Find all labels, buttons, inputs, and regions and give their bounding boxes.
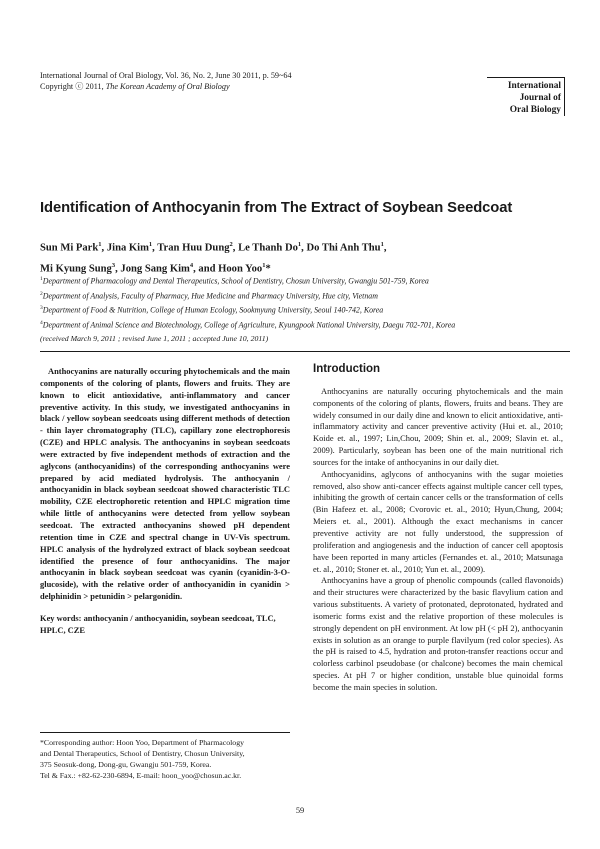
page-number: 59	[295, 806, 305, 815]
author-name: Mi Kyung Sung	[40, 263, 112, 275]
author-affiliation-mark: 1	[262, 261, 266, 269]
copyright-year: 2011,	[83, 82, 106, 91]
author-name: Tran Huu Dung	[157, 242, 230, 254]
author-affiliation-mark: 3	[111, 261, 116, 269]
journal-box-line-2: Journal of	[519, 93, 561, 103]
author-name: Le Thanh Do	[238, 242, 298, 254]
introduction-paragraph: Anthocyanidins, aglycons of anthocyanins with the sugar moieties removed, also show anti-cancer effects against multiple cancer cell types, inhibiting the growth of certain cancer cells or the transformation of cells (Bin Hafeez et. al., 2008; Cvorovic et. al., 2010; Hyun,Chung, 2004; Meiers et. al., 2001). Although the exact mechanisms in cancer preventive activity are not fully understood, the suppression of proliferation and angiogenesis and the induction of cancer cell apoptosis have been reported in many articles (Fernandes et. al., 2010; Matsunaga et. al., 2010; Stoner et. al., 2010; Yun et. al., 2009).	[313, 468, 563, 574]
affiliation-list	[40, 273, 570, 332]
author-separator: ,	[232, 242, 239, 254]
journal-citation: International Journal of Oral Biology, Vol. 36, No. 2, June 30 2011, p. 59~64	[40, 71, 292, 80]
introduction-column	[313, 363, 563, 694]
author-name: Sun Mi Park	[40, 242, 99, 254]
article-title: Identification of Anthocyanin from The Extract of Soybean Seedcoat	[40, 200, 513, 216]
copyright-holder: The Korean Academy of Oral Biology	[105, 82, 230, 91]
author-affiliation-mark: 4	[189, 261, 194, 269]
introduction-heading: Introduction	[313, 363, 381, 375]
affiliation-item	[40, 273, 570, 288]
footnote-line: 375 Seosuk-dong, Dong-gu, Gwangju 501-759, Korea.	[40, 760, 212, 769]
corresponding-author-footnote	[40, 737, 296, 781]
journal-citation-block	[40, 70, 292, 92]
author-list	[40, 236, 570, 277]
affiliation-number: 4	[40, 319, 43, 326]
journal-box-line-3: Oral Biology	[509, 105, 561, 115]
author-name: Hoon Yoo	[218, 263, 263, 275]
author-separator: ,	[152, 242, 158, 254]
author-affiliation-mark: 1	[148, 241, 153, 248]
copyright-prefix: Copyright	[40, 82, 76, 91]
affiliation-number: 3	[40, 305, 43, 312]
keywords: Key words: anthocyanin / anthocyanidin, soybean seedcoat, TLC, HPLC, CZE	[40, 612, 276, 635]
footnote-line: and Dental Therapeutics, School of Dentistry, Chosun University,	[40, 749, 245, 758]
journal-box-line-1: International	[507, 81, 561, 91]
author-affiliation-mark: 1	[98, 241, 102, 248]
copyright-line	[40, 81, 292, 92]
footnote-line: Tel & Fax.: +82-62-230-6894, E-mail: hoon_yoo@chosun.ac.kr.	[40, 771, 242, 780]
author-name: Jong Sang Kim	[120, 263, 190, 275]
abstract-text: Anthocyanins are naturally occuring phytochemicals and the main components of the coloring of plants, flowers and fruits. They are known to elicit antioxidative, anti-inflammatory and cancer preventive activity. In this study, we investigated anthocyanins in black / yellow soybean seedcoats using different methods of detection - thin layer chromatography (TLC), capillary zone electrophoresis (CZE) and HPLC analysis. The anthocyanins in soybean seedcoats were extracted by five independent methods of extraction and the aglycons (anthocyanidins) of the corresponding anthocyanins were prepared by acid mediated hydrolysis. The anthocyanin / anthocyanidin in black soybean seedcoat showed characteristic TLC mobility, CZE electrophoretic retention and HPLC migration time while little of anthocyanins were detected from yellow soybean seedcoat. The extracted anthocyanins showed pH dependent retention time in CZE and spectral change in UV-Vis spectrum. HPLC analysis of the hydrolyzed extract of black soybean seedcoat identified the presence of four anthocyanidins. The major anthocyanin in black soybean seedcoat was cyanin (cyanidin-3-O-glucoside), with the relative order of anthocyanidin in cyanidin > delphinidin > petunidin > pelargonidin.	[40, 366, 290, 602]
affiliation-number: 1	[40, 276, 43, 282]
footnote-line: *Corresponding author: Hoon Yoo, Department of Pharmacology	[40, 738, 244, 747]
affiliation-text: Department of Pharmacology and Dental Therapeutics, School of Dentistry, Chosun University, Gwangju 501-759, Korea	[42, 276, 429, 286]
copyright-symbol: ⓒ	[75, 82, 84, 91]
author-name: Jina Kim	[106, 242, 149, 254]
affiliation-item	[40, 302, 570, 317]
author-separator: , and	[193, 263, 219, 275]
affiliation-item	[40, 288, 570, 303]
affiliation-text: Department of Analysis, Faculty of Pharmacy, Hue Medicine and Pharmacy University, Hue city, Vietnam	[42, 291, 378, 301]
author-affiliation-mark: 1	[380, 241, 384, 248]
affiliation-number: 2	[40, 290, 43, 297]
affiliation-item	[40, 317, 570, 332]
received-dates: (received March 9, 2011 ; revised June 1, 2011 ; accepted June 10, 2011)	[40, 334, 269, 343]
introduction-paragraph: Anthocyanins are naturally occuring phytochemicals and the main components of the coloring of plants, flowers, fruits and beans. They are widely consumed in our daily dine and known to elicit antioxidative, anti-inflammatory activity and cancer preventive activity (Hui et. al., 2010; Koide et. al., 1997; Lin,Chou, 2009; Shin et. al., 2009; Slavin et. al., 2009). Particularly, soybean has been one of the main nutritional rich sources for the intake of anthocyanins in our daily diet.	[313, 385, 563, 467]
author-separator: ,	[301, 242, 307, 254]
introduction-paragraph: Anthocyanins have a group of phenolic compounds (called flavonoids) and their structures were characterized by the basic flavylium cation and various substituents. A variety of protonated, deprotonated, hydrated and isomeric forms exist and the relative proportion of these molecules is strongly dependent on pH environment. At low pH (< pH 2), anthocyanin exists in solution as an orange to purple flavilyum (red color species). As the pH is raised to 4.5, hydration and proton-transfer reactions occur and colorless carbinol pseudobase (or chalcone) becomes the main chemical species. At pH 7 or higher condition, unstable blue quinoidal forms become the main species in solution.	[313, 575, 563, 692]
author-affiliation-mark: 2	[229, 241, 233, 248]
author-separator: ,	[101, 242, 107, 254]
header-divider	[40, 351, 570, 352]
affiliation-text: Department of Food & Nutrition, College of Human Ecology, Sookmyung University, Seoul 140-742, Korea	[42, 305, 384, 315]
author-name: Do Thi Anh Thu	[306, 242, 381, 254]
author-affiliation-mark: 1	[297, 241, 302, 248]
author-separator: ,	[115, 263, 121, 275]
journal-name-box	[487, 77, 565, 116]
footnote-divider	[40, 732, 290, 733]
affiliation-text: Department of Animal Science and Biotechnology, College of Agriculture, Kyungpook National University, Daegu 702-701, Korea	[42, 320, 456, 330]
corresponding-author-mark: *	[265, 263, 271, 275]
abstract-column	[40, 366, 290, 637]
author-separator: ,	[383, 242, 387, 254]
